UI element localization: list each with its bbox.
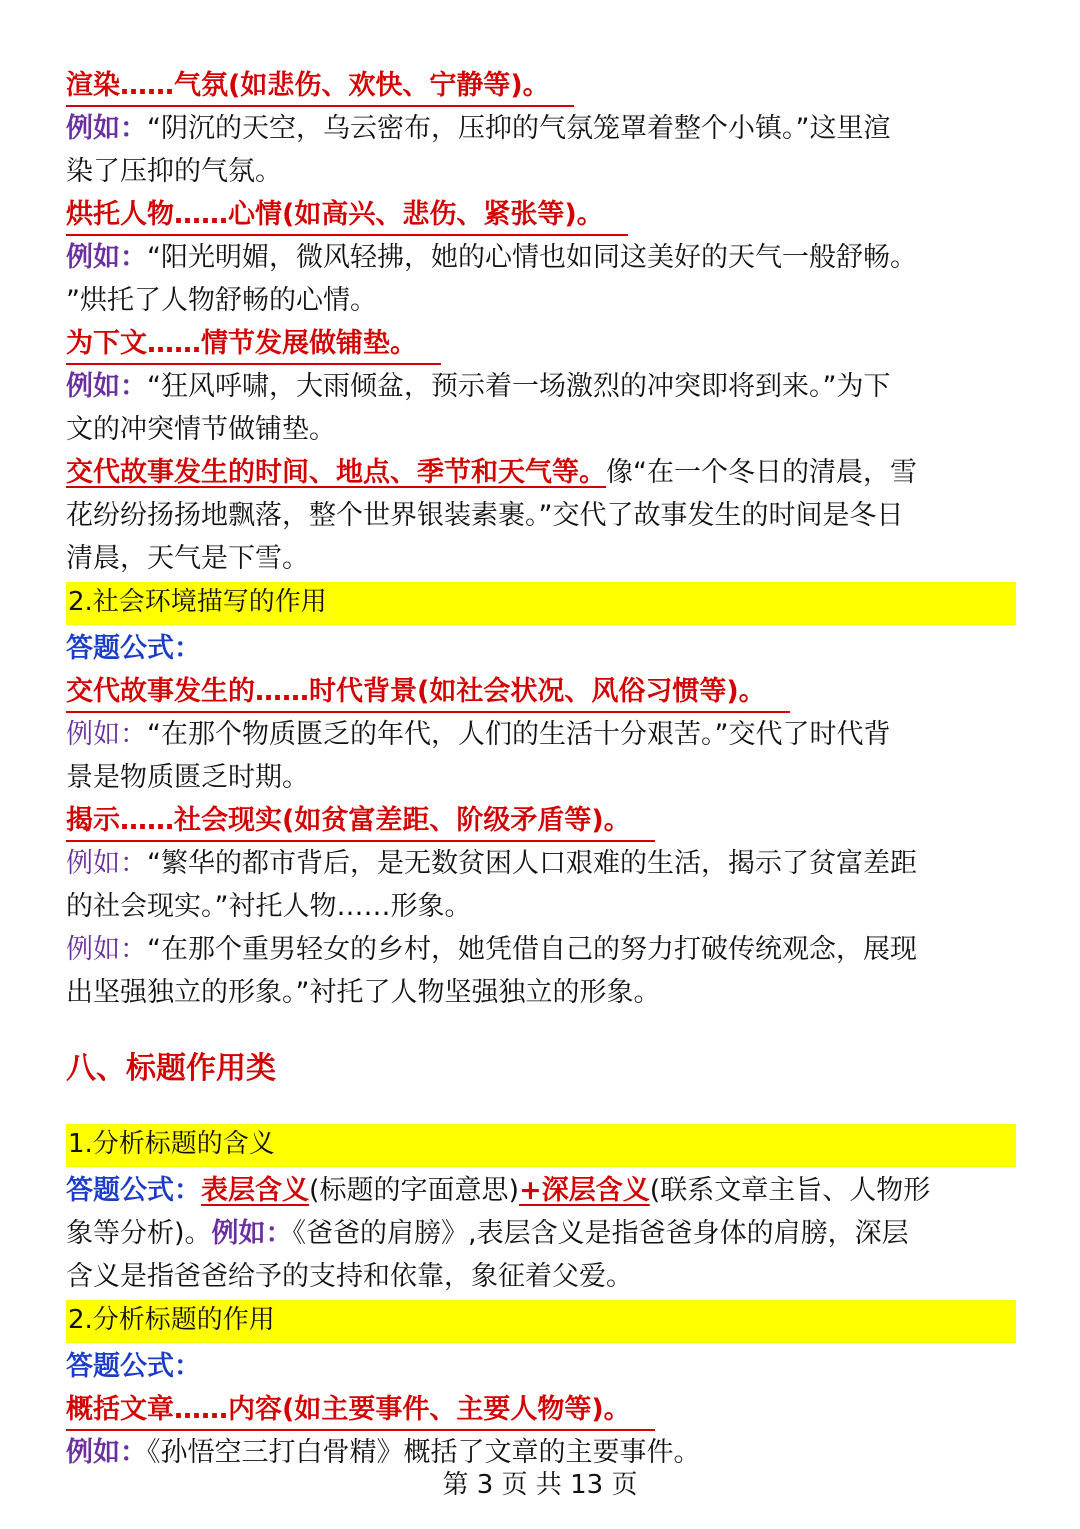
example-text: “阴沉的天空，乌云密布，压抑的气氛笼罩着整个小镇。”这里渲 xyxy=(147,113,891,144)
example-text: “在那个重男轻女的乡村，她凭借自己的努力打破传统观念，展现 xyxy=(147,934,917,965)
example-label: 例如： xyxy=(66,848,147,879)
point-heading-text: 交代故事发生的……时代背景(如社会状况、风俗习惯等)。 xyxy=(66,673,790,713)
example-paragraph-cont xyxy=(66,885,1016,928)
page-number-footer: 第 3 页 共 13 页 xyxy=(442,1470,638,1500)
paragraph-text: 清晨，天气是下雪。 xyxy=(66,543,309,574)
point-heading xyxy=(66,670,1016,713)
point-heading-text: 渲染……气氛(如悲伤、欢快、宁静等)。 xyxy=(66,67,574,107)
example-text: “狂风呼啸，大雨倾盆，预示着一场激烈的冲突即将到来。”为下 xyxy=(147,371,891,402)
example-paragraph xyxy=(66,365,1016,408)
example-text: 《孙悟空三打白骨精》概括了文章的主要事件。 xyxy=(147,1437,701,1468)
example-text: 文的冲突情节做铺垫。 xyxy=(66,414,336,445)
formula-label-line xyxy=(66,1345,1016,1388)
point-heading xyxy=(66,322,1016,365)
formula-label: 答题公式： xyxy=(66,633,201,664)
formula-label: 答题公式： xyxy=(66,1351,201,1382)
example-text: “阳光明媚，微风轻拂，她的心情也如同这美好的天气一般舒畅。 xyxy=(147,242,917,273)
formula-paragraph-cont xyxy=(66,1212,1016,1255)
point-heading-text: 烘托人物……心情(如高兴、悲伤、紧张等)。 xyxy=(66,196,628,236)
example-label: 例如： xyxy=(66,1437,147,1468)
point-heading-text: 为下文……情节发展做铺垫。 xyxy=(66,325,441,365)
example-text: 出坚强独立的形象。”衬托了人物坚强独立的形象。 xyxy=(66,977,661,1008)
example-paragraph-cont xyxy=(66,150,1016,193)
point-heading xyxy=(66,193,1016,236)
formula-term: 表层含义 xyxy=(201,1175,309,1206)
example-label: 例如： xyxy=(66,242,147,273)
paragraph-text: 像“在一个冬日的清晨，雪 xyxy=(606,457,917,488)
example-text: 景是物质匮乏时期。 xyxy=(66,762,309,793)
subsection-title: 2.分析标题的作用 xyxy=(68,1305,275,1335)
paragraph-text: 花纷纷扬扬地飘落，整个世界银装素裹。”交代了故事发生的时间是冬日 xyxy=(66,500,904,531)
paragraph-cont xyxy=(66,494,1016,537)
formula-label-line xyxy=(66,627,1016,670)
example-paragraph-cont xyxy=(66,756,1016,799)
example-text: “繁华的都市背后，是无数贫困人口艰难的生活，揭示了贫富差距 xyxy=(147,848,917,879)
subsection-title: 2.社会环境描写的作用 xyxy=(68,587,327,617)
example-label: 例如： xyxy=(66,719,147,750)
example-text: ”烘托了人物舒畅的心情。 xyxy=(66,285,377,316)
formula-label: 答题公式： xyxy=(66,1175,201,1206)
example-label: 例如： xyxy=(66,371,147,402)
example-paragraph xyxy=(66,842,1016,885)
example-paragraph xyxy=(66,928,1016,971)
example-paragraph-cont xyxy=(66,279,1016,322)
example-paragraph xyxy=(66,236,1016,279)
example-text: 含义是指爸爸给予的支持和依靠，象征着父爱。 xyxy=(66,1261,633,1292)
section-heading: 八、标题作用类 xyxy=(66,1051,276,1086)
formula-paragraph xyxy=(66,1169,1016,1212)
example-paragraph-cont xyxy=(66,971,1016,1014)
example-text: 《爸爸的肩膀》,表层含义是指爸爸身体的肩膀，深层 xyxy=(292,1218,909,1249)
point-heading xyxy=(66,1388,1016,1431)
point-heading-text: 揭示……社会现实(如贫富差距、阶级矛盾等)。 xyxy=(66,802,655,842)
subsection-title-bar xyxy=(66,1300,1016,1343)
example-paragraph xyxy=(66,107,1016,150)
subsection-title-bar xyxy=(66,1124,1016,1167)
example-text: “在那个物质匮乏的年代，人们的生活十分艰苦。”交代了时代背 xyxy=(147,719,891,750)
point-heading-text: 交代故事发生的时间、地点、季节和天气等。 xyxy=(66,457,606,488)
point-heading-text: 概括文章……内容(如主要事件、主要人物等)。 xyxy=(66,1391,655,1431)
subsection-title: 1.分析标题的含义 xyxy=(68,1129,275,1159)
formula-text: 象等分析)。 xyxy=(66,1218,212,1249)
example-text: 的社会现实。”衬托人物……形象。 xyxy=(66,891,472,922)
point-heading xyxy=(66,799,1016,842)
formula-text: (联系文章主旨、人物形 xyxy=(649,1175,931,1206)
formula-paragraph-cont xyxy=(66,1255,1016,1298)
example-text: 染了压抑的气氛。 xyxy=(66,156,282,187)
point-paragraph xyxy=(66,451,1016,494)
example-label: 例如： xyxy=(66,934,147,965)
example-label: 例如： xyxy=(211,1218,293,1249)
example-paragraph-cont xyxy=(66,408,1016,451)
subsection-title-bar xyxy=(66,582,1016,625)
formula-text: (标题的字面意思) xyxy=(309,1175,520,1206)
document-page xyxy=(66,64,1016,1474)
formula-term: +深层含义 xyxy=(519,1175,650,1206)
example-paragraph xyxy=(66,713,1016,756)
paragraph-cont xyxy=(66,537,1016,580)
point-heading xyxy=(66,64,1016,107)
example-label: 例如： xyxy=(66,113,147,144)
